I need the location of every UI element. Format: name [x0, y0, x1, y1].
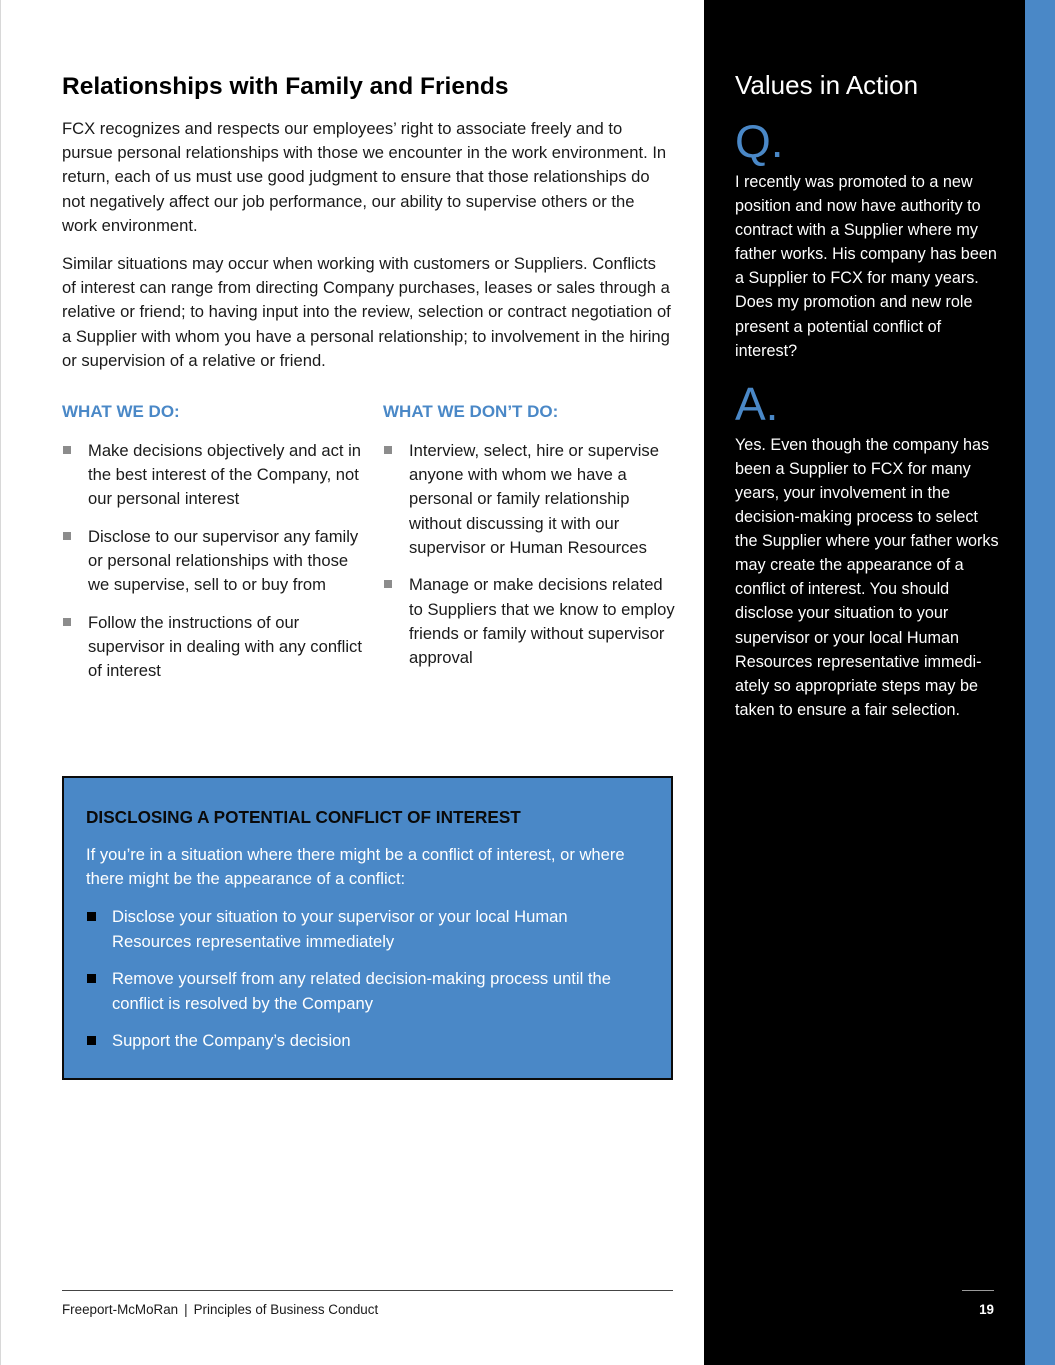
list-item: Disclose to our supervisor any family or personal relationships with those we supervise, sell to or buy from: [62, 525, 362, 598]
answer-text: Yes. Even though the company has been a Supplier to FCX for many years, your involvement in the decision-making process to select the Supplier where your father works may create the appearance of a conflict of interest. You should disclose your situation to your supervisor or your local Human Resources representative immedi-ately so appropriate steps may be taken to ensure a fair selection.: [735, 435, 999, 719]
callout-content: [86, 805, 646, 1067]
footer-company: Freeport-McMoRan: [62, 1302, 179, 1317]
square-bullet-icon: [87, 912, 96, 921]
callout-list: [86, 905, 646, 1053]
what-we-dont-do-heading: WHAT WE DON’T DO:: [383, 402, 559, 422]
page-edge: [0, 0, 1, 1365]
square-bullet-icon: [63, 532, 71, 540]
square-bullet-icon: [384, 580, 392, 588]
question-letter: Q.: [735, 115, 784, 167]
conflicts-paragraph: Similar situations may occur when working with customers or Suppliers. Conflicts of interest can range from directing Company purchases, leases or sales through a relative or friend; to having input into the review, selection or contract negotiation of a Supplier with whom you have a personal relationship; to involvement in the hiring or supervision of a relative or friend.: [62, 254, 671, 370]
values-in-action-sidebar: [704, 0, 1025, 1365]
list-item: Remove yourself from any related decision-making process until the conflict is resolved by the Company: [86, 967, 646, 1015]
square-bullet-icon: [63, 618, 71, 626]
callout-intro: If you’re in a situation where there might be a conflict of interest, or where there might be the appearance of a conflict:: [86, 845, 625, 889]
what-we-dont-do-column: [383, 400, 675, 684]
callout-title: DISCLOSING A POTENTIAL CONFLICT OF INTEREST: [86, 807, 521, 827]
footer-separator: |: [184, 1302, 188, 1317]
what-we-do-column: [62, 400, 362, 697]
footer-rule: [62, 1290, 673, 1291]
list-item: Support the Company’s decision: [86, 1029, 646, 1053]
footer: [62, 1301, 378, 1319]
page-title: Relationships with Family and Friends: [62, 73, 509, 100]
what-we-do-heading: WHAT WE DO:: [62, 402, 180, 422]
do-dont-columns: [62, 400, 674, 760]
square-bullet-icon: [87, 974, 96, 983]
page-number-rule: [962, 1290, 994, 1291]
list-item: Make decisions objectively and act in the best interest of the Company, not our personal interest: [62, 439, 362, 512]
footer-document-title: Principles of Business Conduct: [193, 1302, 379, 1317]
what-we-do-list: [62, 439, 362, 684]
page-number: 19: [979, 1302, 994, 1317]
blue-edge-strip: [1025, 0, 1055, 1365]
list-item: Follow the instructions of our supervisor in dealing with any conflict of interest: [62, 611, 362, 684]
list-item: Disclose your situation to your supervisor or your local Human Resources representative immediately: [86, 905, 646, 953]
intro-paragraph: FCX recognizes and respects our employees’ right to associate freely and to pursue personal relationships with those we encounter in the work environment. In return, each of us must use good judgment to ensure that those relationships do not negatively affect our job performance, our ability to supervise others or the work environment.: [62, 119, 667, 235]
list-item: Interview, select, hire or supervise anyone with whom we have a personal or family relationship without discussing it with our supervisor or Human Resources: [383, 439, 675, 560]
question-text: I recently was promoted to a new position and now have authority to contract with a Supplier where my father works. His company has been a Supplier to FCX for many years. Does my promotion and new role present a potential conflict of interest?: [735, 173, 997, 360]
square-bullet-icon: [87, 1036, 96, 1045]
main-content: [62, 70, 674, 760]
sidebar-title: Values in Action: [735, 70, 919, 100]
disclosure-callout-box: [62, 776, 673, 1080]
square-bullet-icon: [63, 446, 71, 454]
sidebar-content: [735, 68, 1000, 722]
square-bullet-icon: [384, 446, 392, 454]
list-item: Manage or make decisions related to Suppliers that we know to employ friends or family without supervisor approval: [383, 573, 675, 670]
answer-letter: A.: [735, 377, 779, 430]
what-we-dont-do-list: [383, 439, 675, 670]
